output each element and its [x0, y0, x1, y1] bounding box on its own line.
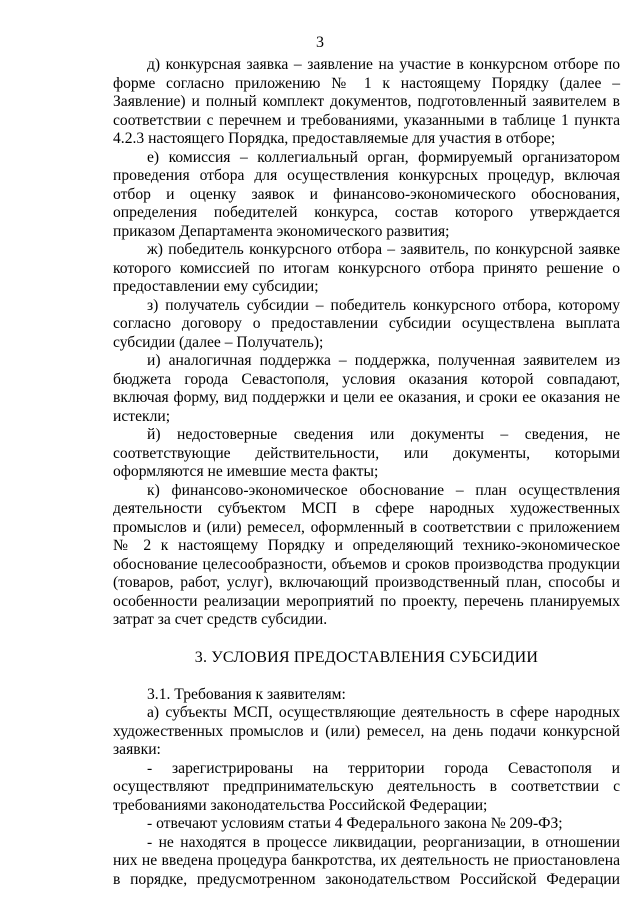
requirement-article4: - отвечают условиям статьи 4 Федерального закона № 209-ФЗ;: [147, 815, 563, 832]
requirement-registered: - зарегистрированы на территории города Севастополя и осуществляют предпринимательскую деятельность в соответствии с требованиями законодательства Российской Федерации;: [113, 759, 620, 814]
requirement-a: а) субъекты МСП, осуществляющие деятельность в сфере народных художественных промыслов и (или) ремесел, на день подачи конкурсной заявки:: [113, 704, 620, 758]
definition-ii: й) недостоверные сведения или документы – сведения, не соответствующие действительности, или документы, которыми оформляются не имевшие места факты;: [113, 426, 620, 480]
definition-d: д) конкурсная заявка – заявление на участие в конкурсном отборе по форме согласно приложению № 1 к настоящему Порядку (далее – Заявление) и полный комплект документов, подготовленный заявителем в соответствии с перечнем и требованиями, указанными в таблице 1 пункта 4.2.3 настоящего Порядка, предоставляемые для участия в отборе;: [113, 56, 620, 147]
definition-i: и) аналогичная поддержка – поддержка, полученная заявителем из бюджета города Севастополя, условия оказания которой совпадают, включая форму, вид поддержки и цели ее оказания, и сроки ее оказания не истекли;: [113, 352, 620, 425]
section-heading: 3. УСЛОВИЯ ПРЕДОСТАВЛЕНИЯ СУБСИДИИ: [194, 648, 539, 666]
page-number: 3: [316, 34, 324, 51]
document-body: [113, 56, 620, 889]
definition-zh: ж) победитель конкурсного отбора – заявитель, по конкурсной заявке которого комиссией по итогам конкурсного отбора принято решение о предоставлении ему субсидии;: [113, 241, 620, 295]
definition-z: з) получатель субсидии – победитель конкурсного отбора, которому согласно договору о предоставлении субсидии осуществлена выплата субсидии (далее – Получатель);: [113, 296, 620, 351]
requirement-not-liquidated: - не находятся в процессе ликвидации, реорганизации, в отношении них не введена процедура банкротства, их деятельность не приостановлена в порядке, предусмотренном законодательством Российской Федерации: [113, 833, 620, 888]
requirements-title: 3.1. Требования к заявителям:: [147, 685, 346, 703]
definition-k: к) финансово-экономическое обоснование – план осуществления деятельности субъектом МСП в сфере народных художественных промыслов и (или) ремесел, оформленный в соответствии с приложением № 2 к настоящему Порядку и определяющий технико-экономическое обоснование целесообразности, объемов и сроков производства продукции (товаров, работ, услуг), включающий производственный план, способы и особенности реализации мероприятий по проекту, перечень планируемых затрат за счет средств субсидии.: [113, 481, 620, 628]
definition-e: е) комиссия – коллегиальный орган, формируемый организатором проведения отбора для осуществления конкурсных процедур, включая отбор и оценку заявок и финансово-экономического обоснования, определения победителей конкурса, состав которого утверждается приказом Департамента экономического развития;: [113, 148, 620, 240]
